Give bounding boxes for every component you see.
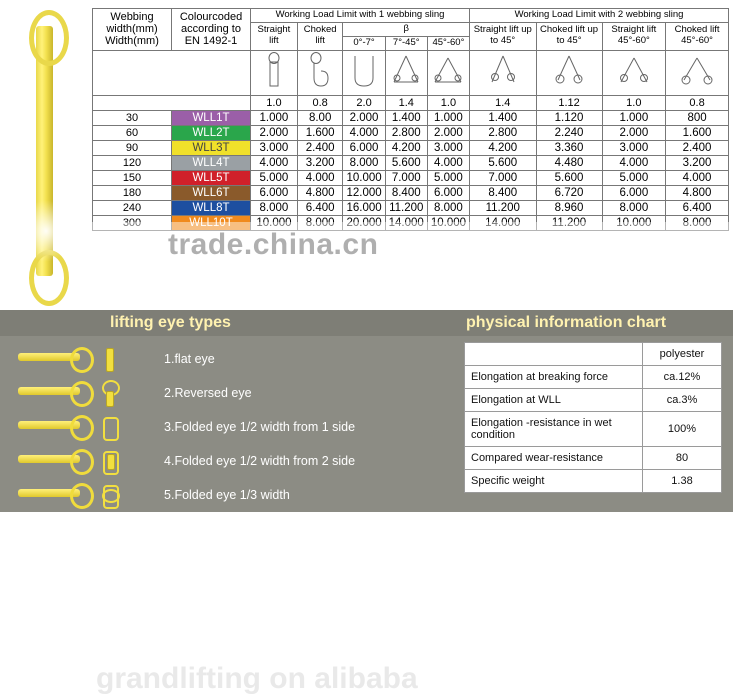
table-header-row-groups [93,9,729,23]
eye-type-number: 4. [164,454,175,468]
phys-property: Elongation at WLL [465,389,643,412]
factor-1: 0.8 [297,95,343,110]
row-width: 240 [93,200,172,215]
cell-value: 1.400 [470,110,537,125]
table-diagram-row [93,50,729,95]
factor-row-blank [93,95,251,110]
row-width: 60 [93,125,172,140]
header-colour-coded [172,9,251,51]
row-colour-code: WLL10T [172,215,251,230]
cell-value: 8.000 [343,155,385,170]
table-row [465,447,722,470]
header-webbing-width [93,9,172,51]
cell-value: 11.200 [470,200,537,215]
table-row [93,170,729,185]
header-colour-line1: Colourcoded [179,11,243,24]
cell-value: 8.00 [297,110,343,125]
cell-value: 8.000 [251,200,298,215]
cell-value: 3.000 [427,140,469,155]
cell-value: 5.600 [385,155,427,170]
cell-value: 1.000 [427,110,469,125]
list-item [100,478,450,512]
lifting-eye-types-title: lifting eye types [110,314,231,331]
eye-type-label: flat eye [174,352,215,366]
cell-value: 4.200 [385,140,427,155]
header-choked-lift: Choked lift [297,22,343,50]
header-beta-0-7: 0°-7° [343,36,385,50]
factor-0: 1.0 [251,95,298,110]
cell-value: 2.000 [251,125,298,140]
diagram-beta-7-45-icon [385,50,427,95]
cell-value: 6.000 [251,185,298,200]
cell-value: 2.800 [385,125,427,140]
cell-value: 14.000 [385,215,427,230]
factor-5: 1.4 [470,95,537,110]
phys-header-property [465,343,643,366]
bottom-section [0,310,733,695]
cell-value: 2.800 [470,125,537,140]
cell-value: 5.000 [427,170,469,185]
cell-value: 1.600 [666,125,729,140]
row-colour-code: WLL1T [172,110,251,125]
cell-value: 8.000 [297,215,343,230]
top-section [0,0,733,310]
eye-type-number: 2. [164,386,175,400]
table-row [93,155,729,170]
table-row [465,412,722,447]
header-group-two-sling: Working Load Limit with 2 webbing sling [470,9,729,23]
cell-value: 2.000 [602,125,666,140]
factor-8: 0.8 [666,95,729,110]
cell-value: 11.200 [385,200,427,215]
list-item [100,444,450,478]
sling-loop-top [29,10,69,66]
phys-value: 100% [643,412,722,447]
reversed-eye-icon [100,380,118,406]
cell-value: 11.200 [536,215,602,230]
table-row [93,140,729,155]
table-header-row [465,343,722,366]
header-colour-line3: EN 1492-1 [184,35,238,48]
working-load-limit-table [92,8,729,231]
sling-glow [18,200,74,262]
cell-value: 6.400 [666,200,729,215]
cell-value: 4.200 [470,140,537,155]
diagram-two-straight-45-icon [470,50,537,95]
phys-property: Specific weight [465,470,643,493]
cell-value: 8.400 [385,185,427,200]
cell-value: 5.600 [536,170,602,185]
cell-value: 1.400 [385,110,427,125]
cell-value: 6.720 [536,185,602,200]
phys-value: ca.3% [643,389,722,412]
cell-value: 4.000 [427,155,469,170]
eye-type-number: 1. [164,352,175,366]
cell-value: 2.000 [343,110,385,125]
lifting-eye-types-list [100,342,450,512]
row-colour-code: WLL3T [172,140,251,155]
cell-value: 6.400 [297,200,343,215]
row-colour-code: WLL8T [172,200,251,215]
webbing-sling-illustration [0,0,92,310]
cell-value: 10.000 [427,215,469,230]
header-colour-line2: according to [181,23,241,36]
cell-value: 1.600 [297,125,343,140]
eye-type-label: Folded eye 1/2 width from 1 side [174,420,356,434]
diagram-two-straight-45-60-icon [602,50,666,95]
diagram-row-blank [93,50,251,95]
cell-value: 800 [666,110,729,125]
cell-value: 5.000 [251,170,298,185]
table-row [93,185,729,200]
cell-value: 4.000 [297,170,343,185]
flat-eye-icon [100,346,118,372]
header-choked-up-45: Choked lift up to 45° [536,22,602,50]
header-beta-7-45: 7°-45° [385,36,427,50]
cell-value: 5.000 [602,170,666,185]
cell-value: 1.120 [536,110,602,125]
list-item [100,410,450,444]
row-colour-code: WLL4T [172,155,251,170]
physical-information-table [464,342,722,493]
header-group-one-sling: Working Load Limit with 1 webbing sling [251,9,470,23]
cell-value: 3.360 [536,140,602,155]
cell-value: 4.000 [666,170,729,185]
table-row [465,389,722,412]
cell-value: 1.000 [251,110,298,125]
watermark-secondary: grandlifting on alibaba [96,662,418,695]
table-row [465,470,722,493]
cell-value: 7.000 [385,170,427,185]
cell-value: 20.000 [343,215,385,230]
diagram-choked-lift-icon [297,50,343,95]
cell-value: 4.800 [297,185,343,200]
diagram-beta-0-7-icon [343,50,385,95]
cell-value: 8.000 [427,200,469,215]
phys-value: ca.12% [643,366,722,389]
phys-property: Elongation -resistance in wet condition [465,412,643,447]
cell-value: 7.000 [470,170,537,185]
cell-value: 6.000 [343,140,385,155]
row-width: 300 [93,215,172,230]
sling-thumb-1 [18,346,90,368]
cell-value: 2.240 [536,125,602,140]
row-colour-code: WLL5T [172,170,251,185]
sling-thumb-4 [18,448,90,470]
cell-value: 10.000 [602,215,666,230]
eye-type-label: Folded eye 1/2 width from 2 side [174,454,356,468]
diagram-two-choked-45-icon [536,50,602,95]
diagram-straight-lift-icon [251,50,298,95]
list-item [100,342,450,376]
eye-type-number: 5. [164,488,175,502]
cell-value: 4.000 [343,125,385,140]
watermark-primary: trade.china.cn [168,228,379,261]
cell-value: 1.000 [602,110,666,125]
header-beta-45-60: 45°-60° [427,36,469,50]
cell-value: 8.000 [666,215,729,230]
physical-information-chart-title: physical information chart [466,314,667,331]
folded-eye-2side-icon [100,448,118,474]
cell-value: 12.000 [343,185,385,200]
factor-6: 1.12 [536,95,602,110]
eye-type-label: Reversed eye [174,386,252,400]
folded-eye-1side-icon [100,414,118,440]
table-row [465,366,722,389]
factor-4: 1.0 [427,95,469,110]
header-webbing-line2: width(mm) [106,23,158,36]
row-width: 30 [93,110,172,125]
eye-type-number: 3. [164,420,175,434]
header-straight-up-45: Straight lift up to 45° [470,22,537,50]
phys-value: 1.38 [643,470,722,493]
row-width: 90 [93,140,172,155]
cell-value: 2.400 [297,140,343,155]
cell-value: 5.600 [470,155,537,170]
table-row [93,125,729,140]
row-width: 120 [93,155,172,170]
cell-value: 16.000 [343,200,385,215]
sling-thumb-2 [18,380,90,402]
phys-value: 80 [643,447,722,470]
list-item [100,376,450,410]
phys-property: Compared wear-resistance [465,447,643,470]
row-colour-code: WLL6T [172,185,251,200]
eye-type-label: Folded eye 1/3 width [174,488,290,502]
folded-eye-third-icon [100,482,118,508]
cell-value: 14.000 [470,215,537,230]
header-straight-lift: Straight lift [251,22,298,50]
cell-value: 8.000 [602,200,666,215]
header-straight-45-60: Straight lift 45°-60° [602,22,666,50]
diagram-two-choked-45-60-icon [666,50,729,95]
factor-3: 1.4 [385,95,427,110]
cell-value: 6.000 [602,185,666,200]
cell-value: 10.000 [343,170,385,185]
sling-thumb-3 [18,414,90,436]
factor-7: 1.0 [602,95,666,110]
phys-header-value: polyester [643,343,722,366]
cell-value: 8.400 [470,185,537,200]
sling-thumb-5 [18,482,90,504]
diagram-beta-45-60-icon [427,50,469,95]
cell-value: 3.200 [297,155,343,170]
cell-value: 2.400 [666,140,729,155]
cell-value: 3.200 [666,155,729,170]
header-choked-45-60: Choked lift 45°-60° [666,22,729,50]
table-factor-row [93,95,729,110]
table-row [93,200,729,215]
cell-value: 4.480 [536,155,602,170]
cell-value: 8.960 [536,200,602,215]
phys-property: Elongation at breaking force [465,366,643,389]
table-row [93,215,729,230]
cell-value: 2.000 [427,125,469,140]
cell-value: 3.000 [602,140,666,155]
cell-value: 3.000 [251,140,298,155]
table-row [93,110,729,125]
cell-value: 6.000 [427,185,469,200]
row-width: 180 [93,185,172,200]
factor-2: 2.0 [343,95,385,110]
header-beta: β [343,22,470,36]
row-colour-code: WLL2T [172,125,251,140]
header-webbing-line3: Width(mm) [105,35,159,48]
header-webbing-line1: Webbing [110,11,154,24]
cell-value: 10.000 [251,215,298,230]
cell-value: 4.800 [666,185,729,200]
cell-value: 4.000 [251,155,298,170]
row-width: 150 [93,170,172,185]
cell-value: 4.000 [602,155,666,170]
